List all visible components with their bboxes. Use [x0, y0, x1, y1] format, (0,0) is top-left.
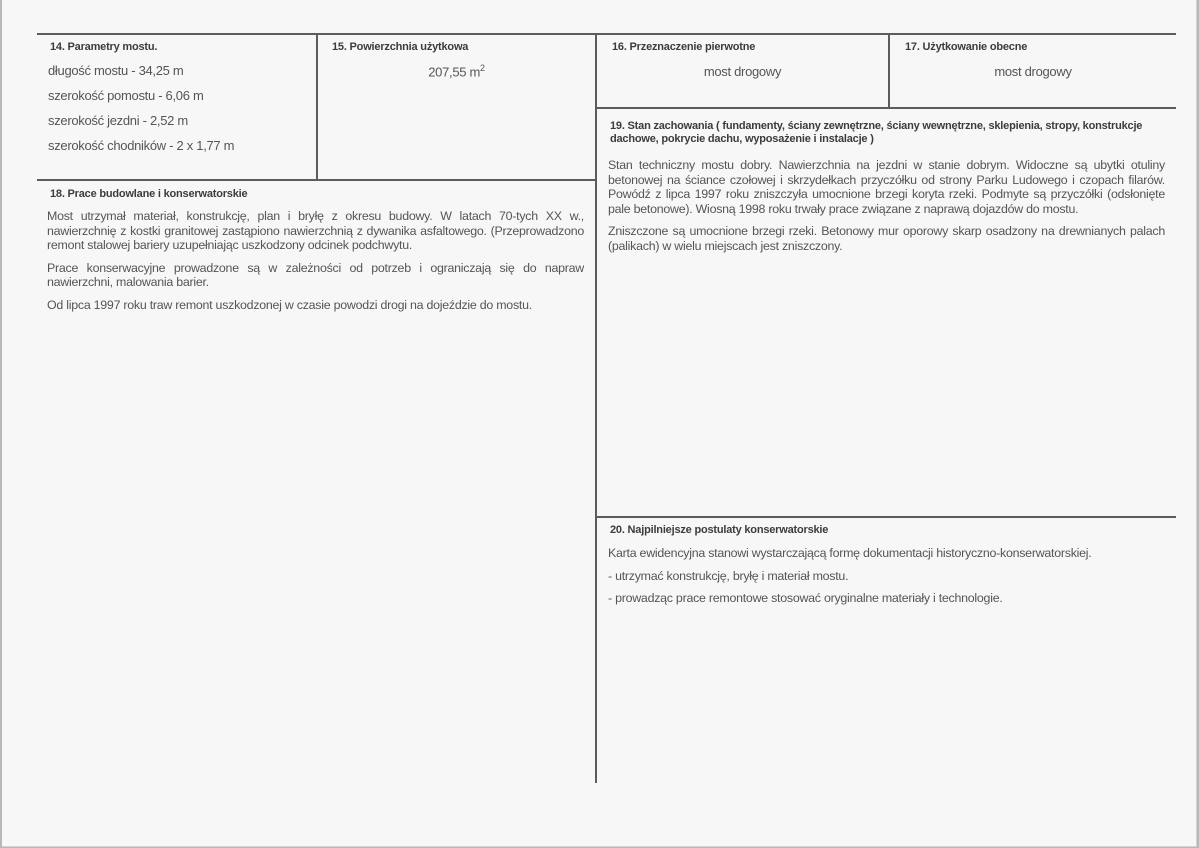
section-18-paragraph: Prace konserwacyjne prowadzone są w zależności od potrzeb i ograniczają się do napraw nawierzchni, malowania barier. — [47, 260, 584, 289]
center-divider — [595, 33, 597, 783]
divider-14-15 — [316, 33, 318, 181]
section-15-heading: 15. Powierzchnia użytkowa — [332, 41, 469, 53]
roadway-width: szerokość jezdni - 2,52 m — [48, 113, 188, 128]
section-20-text — [608, 546, 1165, 614]
usable-area-value — [318, 63, 595, 79]
section-18-heading: 18. Prace budowlane i konserwatorskie — [50, 188, 248, 200]
section-14-heading: 14. Parametry mostu. — [50, 41, 158, 53]
usable-area-unit-exponent: 2 — [480, 63, 485, 73]
section-18-paragraph: Most utrzymał materiał, konstrukcję, plan i bryłę z okresu budowy. W latach 70-tych XX w., nawierzchnię z kostki granitowej zastąpiono nawierzchnią z dywanika asfaltowego. (Przeprowadzono remont stalowej bariery uzupełniając uszkodzony odcinek podchwytu. — [47, 209, 584, 252]
section-19-heading: 19. Stan zachowania ( fundamenty, ściany zewnętrzne, ściany wewnętrzne, sklepienia, stropy, konstrukcje dachowe, pokrycie dachu, wyposażenie i instalacje ) — [610, 120, 1143, 145]
section-19-text — [608, 158, 1165, 261]
rule-above-20 — [596, 516, 1176, 518]
section-20-paragraph: Karta ewidencyjna stanowi wystarczającą formę dokumentacji historyczno-konserwatorskiej. — [608, 546, 1092, 560]
record-card — [2, 0, 1197, 847]
section-20-paragraph: - prowadząc prace remontowe stosować oryginalne materiały i technologie. — [608, 591, 1003, 605]
section-18-text — [47, 209, 584, 320]
usable-area-number: 207,55 m — [428, 64, 481, 80]
current-use-value: most drogowy — [994, 64, 1072, 79]
section-20-heading: 20. Najpilniejsze postulaty konserwatorskie — [610, 524, 829, 536]
sidewalk-width: szerokość chodników - 2 x 1,77 m — [48, 138, 235, 153]
section-19-paragraph: Zniszczone są umocnione brzegi rzeki. Betonowy mur oporowy skarp osadzony na drewnianych palach (palikach) w wielu miejscach jest zniszczony. — [608, 224, 1165, 253]
rule-above-18 — [37, 179, 596, 181]
rule-above-19 — [596, 107, 1176, 109]
section-20-paragraph: - utrzymać konstrukcję, bryłę i materiał mostu. — [608, 568, 849, 583]
section-17-heading: 17. Użytkowanie obecne — [905, 41, 1028, 53]
original-purpose-value: most drogowy — [703, 64, 782, 79]
bridge-length: długość mostu - 34,25 m — [48, 63, 184, 78]
section-18-paragraph: Od lipca 1997 roku traw remont uszkodzonej w czasie powodzi drogi na dojeździe do mostu. — [47, 297, 532, 312]
deck-width: szerokość pomostu - 6,06 m — [48, 88, 204, 103]
section-19-paragraph: Stan techniczny mostu dobry. Nawierzchnia na jezdni w stanie dobrym. Widoczne są ubytki otuliny betonowej na ściance czołowej i skrzydełkach przyczółku od strony Parku Ludowego i czopach filarów. Powódź z lipca 1997 roku zniszczyła umocnione brzegi koryta rzeki. Podmyte są przyczółki (odsłonięte pale betonowe). Wiosną 1998 roku trwały prace związane z naprawą dojazdów do mostu. — [608, 158, 1165, 216]
section-16-heading: 16. Przeznaczenie pierwotne — [612, 41, 756, 53]
top-rule-right — [596, 33, 1176, 35]
